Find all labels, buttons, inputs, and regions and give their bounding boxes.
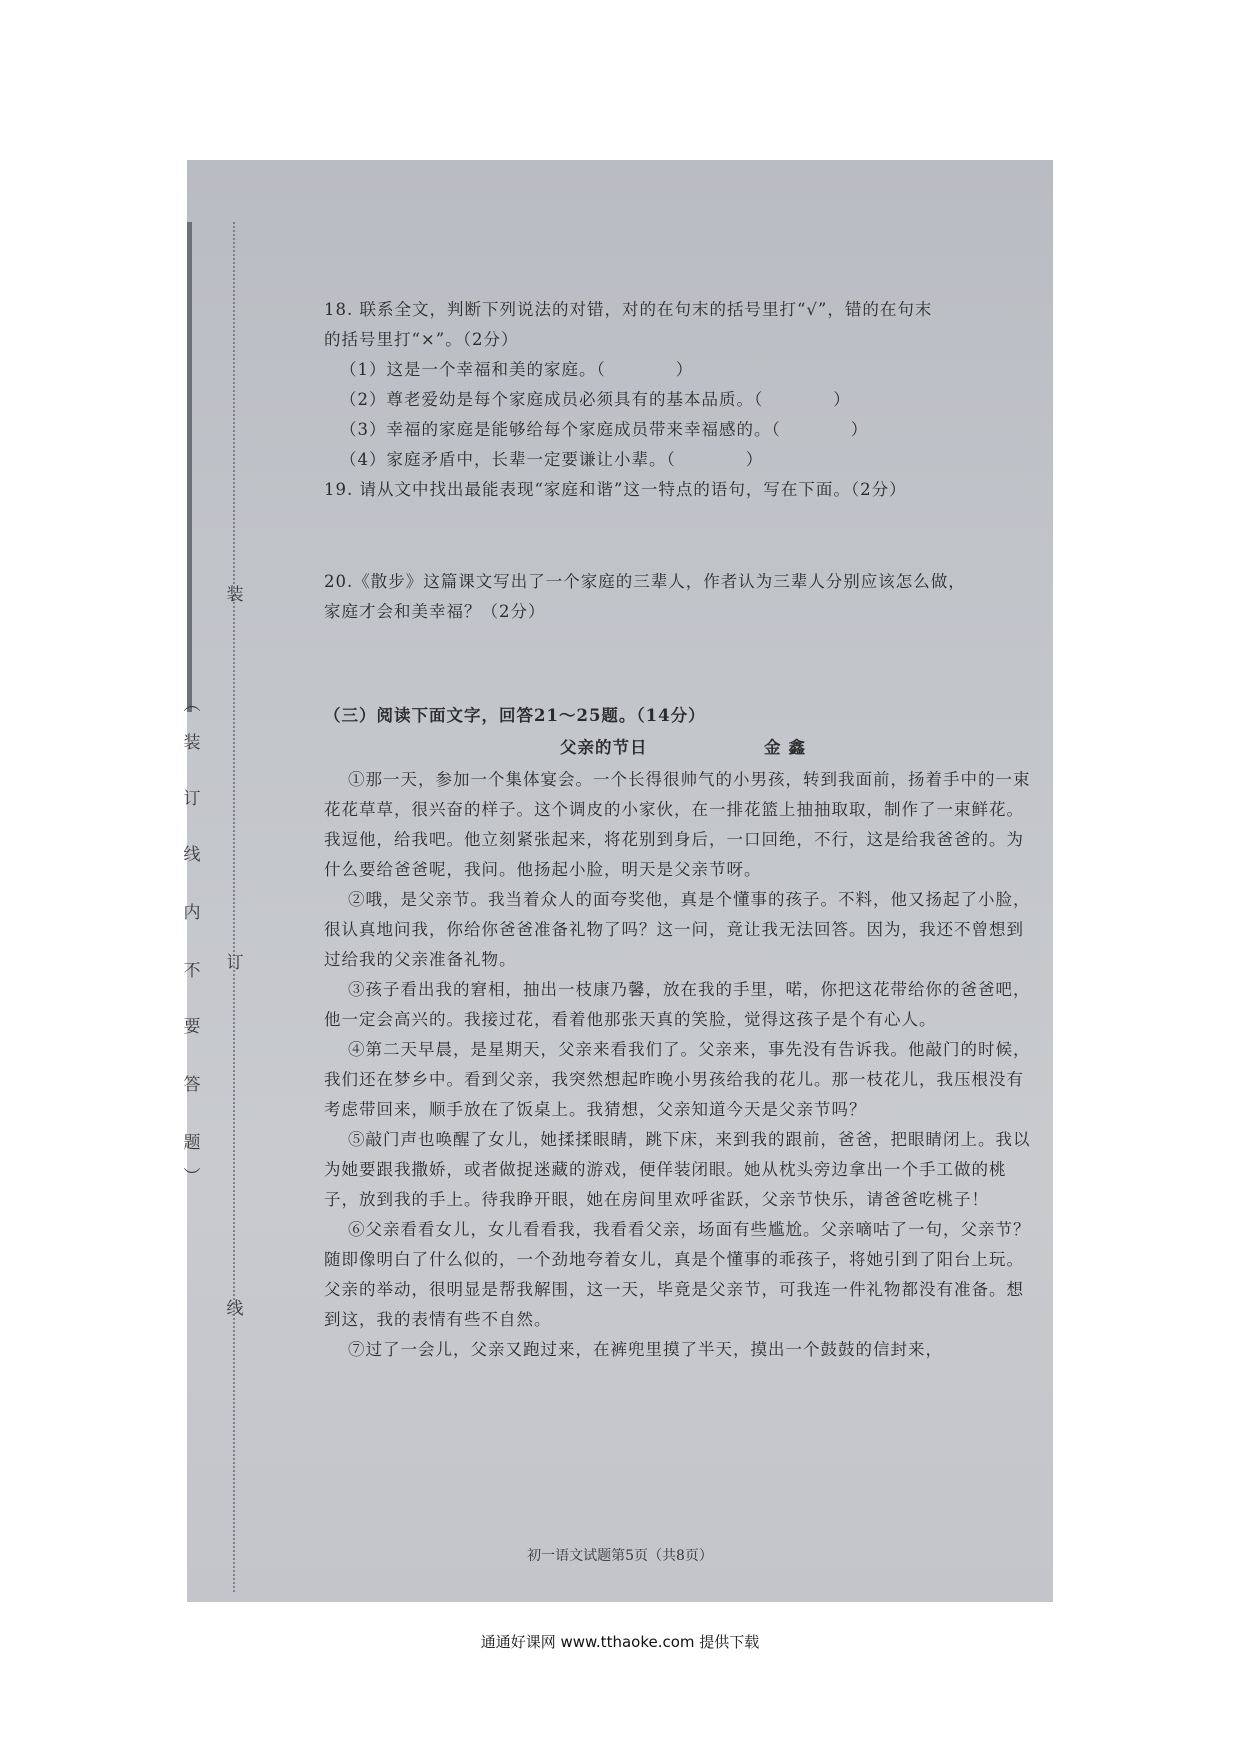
question-18 xyxy=(324,295,1036,475)
question-text: 家庭才会和美幸福？（2分） xyxy=(324,602,546,621)
margin-char: 订 xyxy=(183,789,201,809)
margin-char: 装 xyxy=(183,733,201,753)
statement-item: （3）幸福的家庭是能够给每个家庭成员带来幸福感的。（ ） xyxy=(340,420,869,439)
margin-char: 不 xyxy=(183,961,201,981)
article-paragraph: ⑦过了一会儿，父亲又跑过来，在裤兜里摸了半天，摸出一个鼓鼓的信封来， xyxy=(348,1340,943,1359)
margin-char: ︵ xyxy=(183,695,201,715)
margin-ding: 订 xyxy=(226,953,244,973)
article-author: 金鑫 xyxy=(764,738,813,757)
margin-char: 要 xyxy=(183,1017,201,1037)
download-credit: 通通好课网 www.tthaoke.com 提供下载 xyxy=(480,1633,760,1651)
binding-dotted-line xyxy=(233,222,235,1592)
article-paragraph: ④第二天早晨，是星期天，父亲来看我们了。父亲来，事先没有告诉我。他敲门的时候，我们还在梦乡中。看到父亲，我突然想起昨晚小男孩给我的花儿。那一枝花儿，我压根没有考虑带回来，顺手放在了饭桌上。我猜想，父亲知道今天是父亲节吗？ xyxy=(324,1040,1031,1119)
margin-char: 题 xyxy=(183,1133,201,1153)
article-paragraph: ①那一天，参加一个集体宴会。一个长得很帅气的小男孩，转到我面前，扬着手中的一束花花草草，很兴奋的样子。这个调皮的小家伙，在一排花篮上抽抽取取，制作了一束鲜花。我逗他，给我吧。他立刻紧张起来，将花别到身后，一口回绝，不行，这是给我爸爸的。为什么要给爸爸呢，我问。他扬起小脸，明天是父亲节呀。 xyxy=(324,770,1031,879)
margin-xian: 线 xyxy=(226,1299,244,1319)
margin-zhuang: 装 xyxy=(226,585,244,605)
margin-char: ︶ xyxy=(183,1167,201,1187)
article-header xyxy=(324,731,1036,765)
question-text: 18. 联系全文，判断下列说法的对错，对的在句末的括号里打“√”，错的在句末 xyxy=(324,300,933,319)
article-paragraph: ③孩子看出我的窘相，抽出一枝康乃馨，放在我的手里，喏，你把这花带给你的爸爸吧，他一定会高兴的。我接过花，看着他那张天真的笑脸，觉得这孩子是个有心人。 xyxy=(324,980,1031,1029)
answer-space xyxy=(324,505,1036,567)
margin-char: 答 xyxy=(183,1075,201,1095)
exam-content xyxy=(324,295,1036,1365)
margin-char: 内 xyxy=(183,903,201,923)
question-20 xyxy=(324,567,1036,627)
statement-item: （4）家庭矛盾中，长辈一定要谦让小辈。（ ） xyxy=(340,450,764,469)
statement-item: （1）这是一个幸福和美的家庭。（ ） xyxy=(340,360,694,379)
question-text: 的括号里打“×”。（2分） xyxy=(324,330,519,349)
answer-space xyxy=(324,627,1036,685)
question-text: 20.《散步》这篇课文写出了一个家庭的三辈人，作者认为三辈人分别应该怎么做， xyxy=(324,572,966,591)
article-title: 父亲的节日 xyxy=(560,738,648,757)
margin-char: 线 xyxy=(183,845,201,865)
binding-edge xyxy=(187,222,192,712)
page-number-footer: 初一语文试题第5页（共8页） xyxy=(527,1548,713,1564)
article-paragraph: ⑤敲门声也唤醒了女儿，她揉揉眼睛，跳下床，来到我的跟前，爸爸，把眼睛闭上。我以为她要跟我撒娇，或者做捉迷藏的游戏，便佯装闭眼。她从枕头旁边拿出一个手工做的桃子，放到我的手上。待我睁开眼，她在房间里欢呼雀跃，父亲节快乐，请爸爸吃桃子！ xyxy=(324,1130,1031,1209)
statement-item: （2）尊老爱幼是每个家庭成员必须具有的基本品质。（ ） xyxy=(340,390,851,409)
article-paragraph: ⑥父亲看看女儿，女儿看看我，我看看父亲，场面有些尴尬。父亲嘀咕了一句，父亲节？随即像明白了什么似的，一个劲地夸着女儿，真是个懂事的乖孩子，将她引到了阳台上玩。父亲的举动，很明显是帮我解围，这一天，毕竟是父亲节，可我连一件礼物都没有准备。想到这，我的表情有些不自然。 xyxy=(324,1220,1031,1329)
question-19: 19. 请从文中找出最能表现“家庭和谐”这一特点的语句，写在下面。（2分） xyxy=(324,480,907,499)
article-paragraph: ②哦，是父亲节。我当着众人的面夸奖他，真是个懂事的孩子。不料，他又扬起了小脸，很认真地问我，你给你爸爸准备礼物了吗？这一问，竟让我无法回答。因为，我还不曾想到过给我的父亲准备礼物。 xyxy=(324,890,1031,969)
scanned-exam-page xyxy=(183,160,1053,1602)
section-heading: （三）阅读下面文字，回答21～25题。（14分） xyxy=(324,706,706,725)
